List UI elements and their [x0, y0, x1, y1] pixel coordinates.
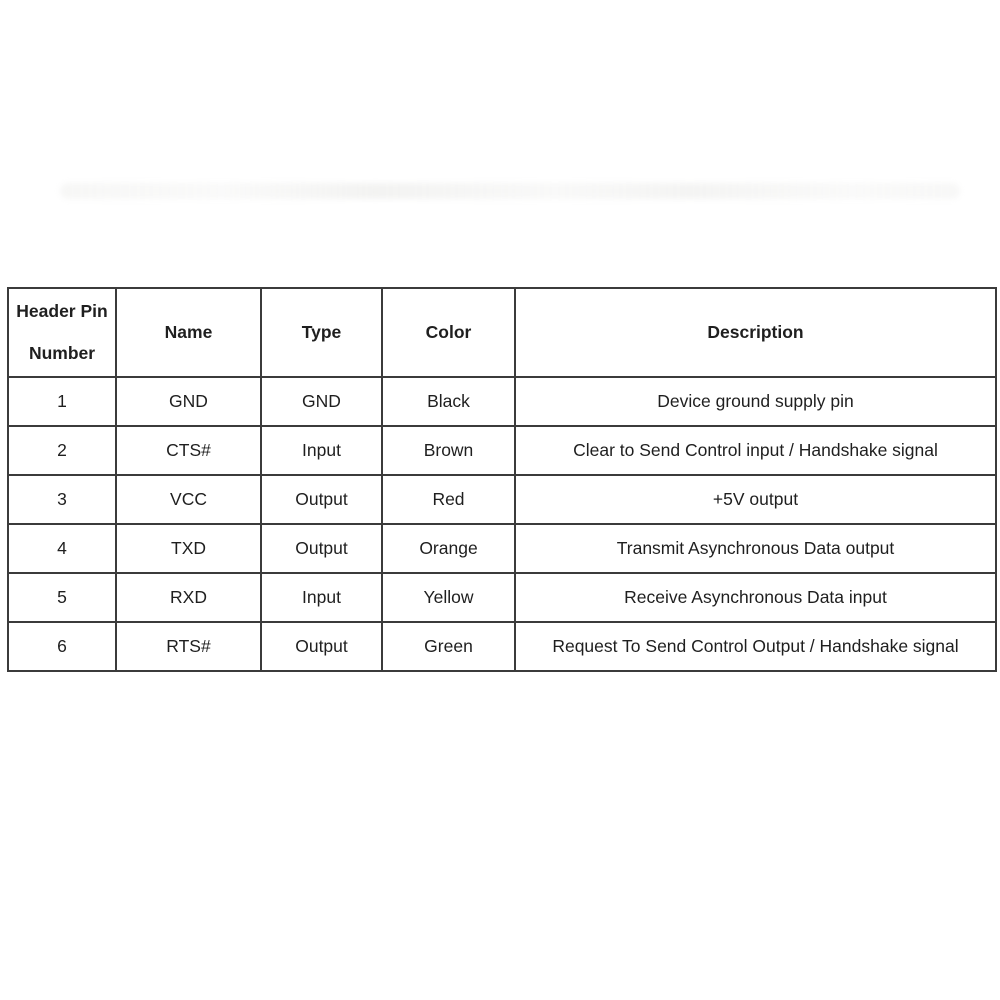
column-header-pin-number: [8, 288, 116, 377]
cell-name: RTS#: [116, 622, 261, 671]
cell-description: Request To Send Control Output / Handshake signal: [515, 622, 996, 671]
cell-pin: 1: [8, 377, 116, 426]
cell-pin: 3: [8, 475, 116, 524]
cell-color: Red: [382, 475, 515, 524]
cell-type: Input: [261, 426, 382, 475]
column-header-color: Color: [382, 288, 515, 377]
cell-pin: 4: [8, 524, 116, 573]
cell-pin: 6: [8, 622, 116, 671]
cell-color: Brown: [382, 426, 515, 475]
column-header-description: Description: [515, 288, 996, 377]
column-header-pin-line2: Number: [28, 342, 96, 363]
cell-color: Black: [382, 377, 515, 426]
table-row: [8, 475, 996, 524]
cell-color: Orange: [382, 524, 515, 573]
column-header-name: Name: [116, 288, 261, 377]
cell-description: +5V output: [515, 475, 996, 524]
table-row: [8, 622, 996, 671]
pinout-table: [7, 287, 997, 672]
cell-type: GND: [261, 377, 382, 426]
cell-description: Clear to Send Control input / Handshake signal: [515, 426, 996, 475]
cell-color: Green: [382, 622, 515, 671]
cell-name: CTS#: [116, 426, 261, 475]
cell-name: GND: [116, 377, 261, 426]
cell-name: VCC: [116, 475, 261, 524]
column-header-pin-line1: Header Pin: [16, 301, 108, 321]
table-row: [8, 377, 996, 426]
cell-description: Receive Asynchronous Data input: [515, 573, 996, 622]
column-header-type: Type: [261, 288, 382, 377]
cell-pin: 5: [8, 573, 116, 622]
table-row: [8, 573, 996, 622]
cell-name: TXD: [116, 524, 261, 573]
cell-name: RXD: [116, 573, 261, 622]
table-row: [8, 426, 996, 475]
cell-type: Output: [261, 622, 382, 671]
cell-type: Output: [261, 524, 382, 573]
cell-pin: 2: [8, 426, 116, 475]
cell-type: Input: [261, 573, 382, 622]
cell-type: Output: [261, 475, 382, 524]
cell-description: Transmit Asynchronous Data output: [515, 524, 996, 573]
table-row: [8, 524, 996, 573]
cell-color: Yellow: [382, 573, 515, 622]
cell-description: Device ground supply pin: [515, 377, 996, 426]
faded-watermark-smudge: [60, 183, 960, 199]
header-row: [8, 288, 996, 377]
